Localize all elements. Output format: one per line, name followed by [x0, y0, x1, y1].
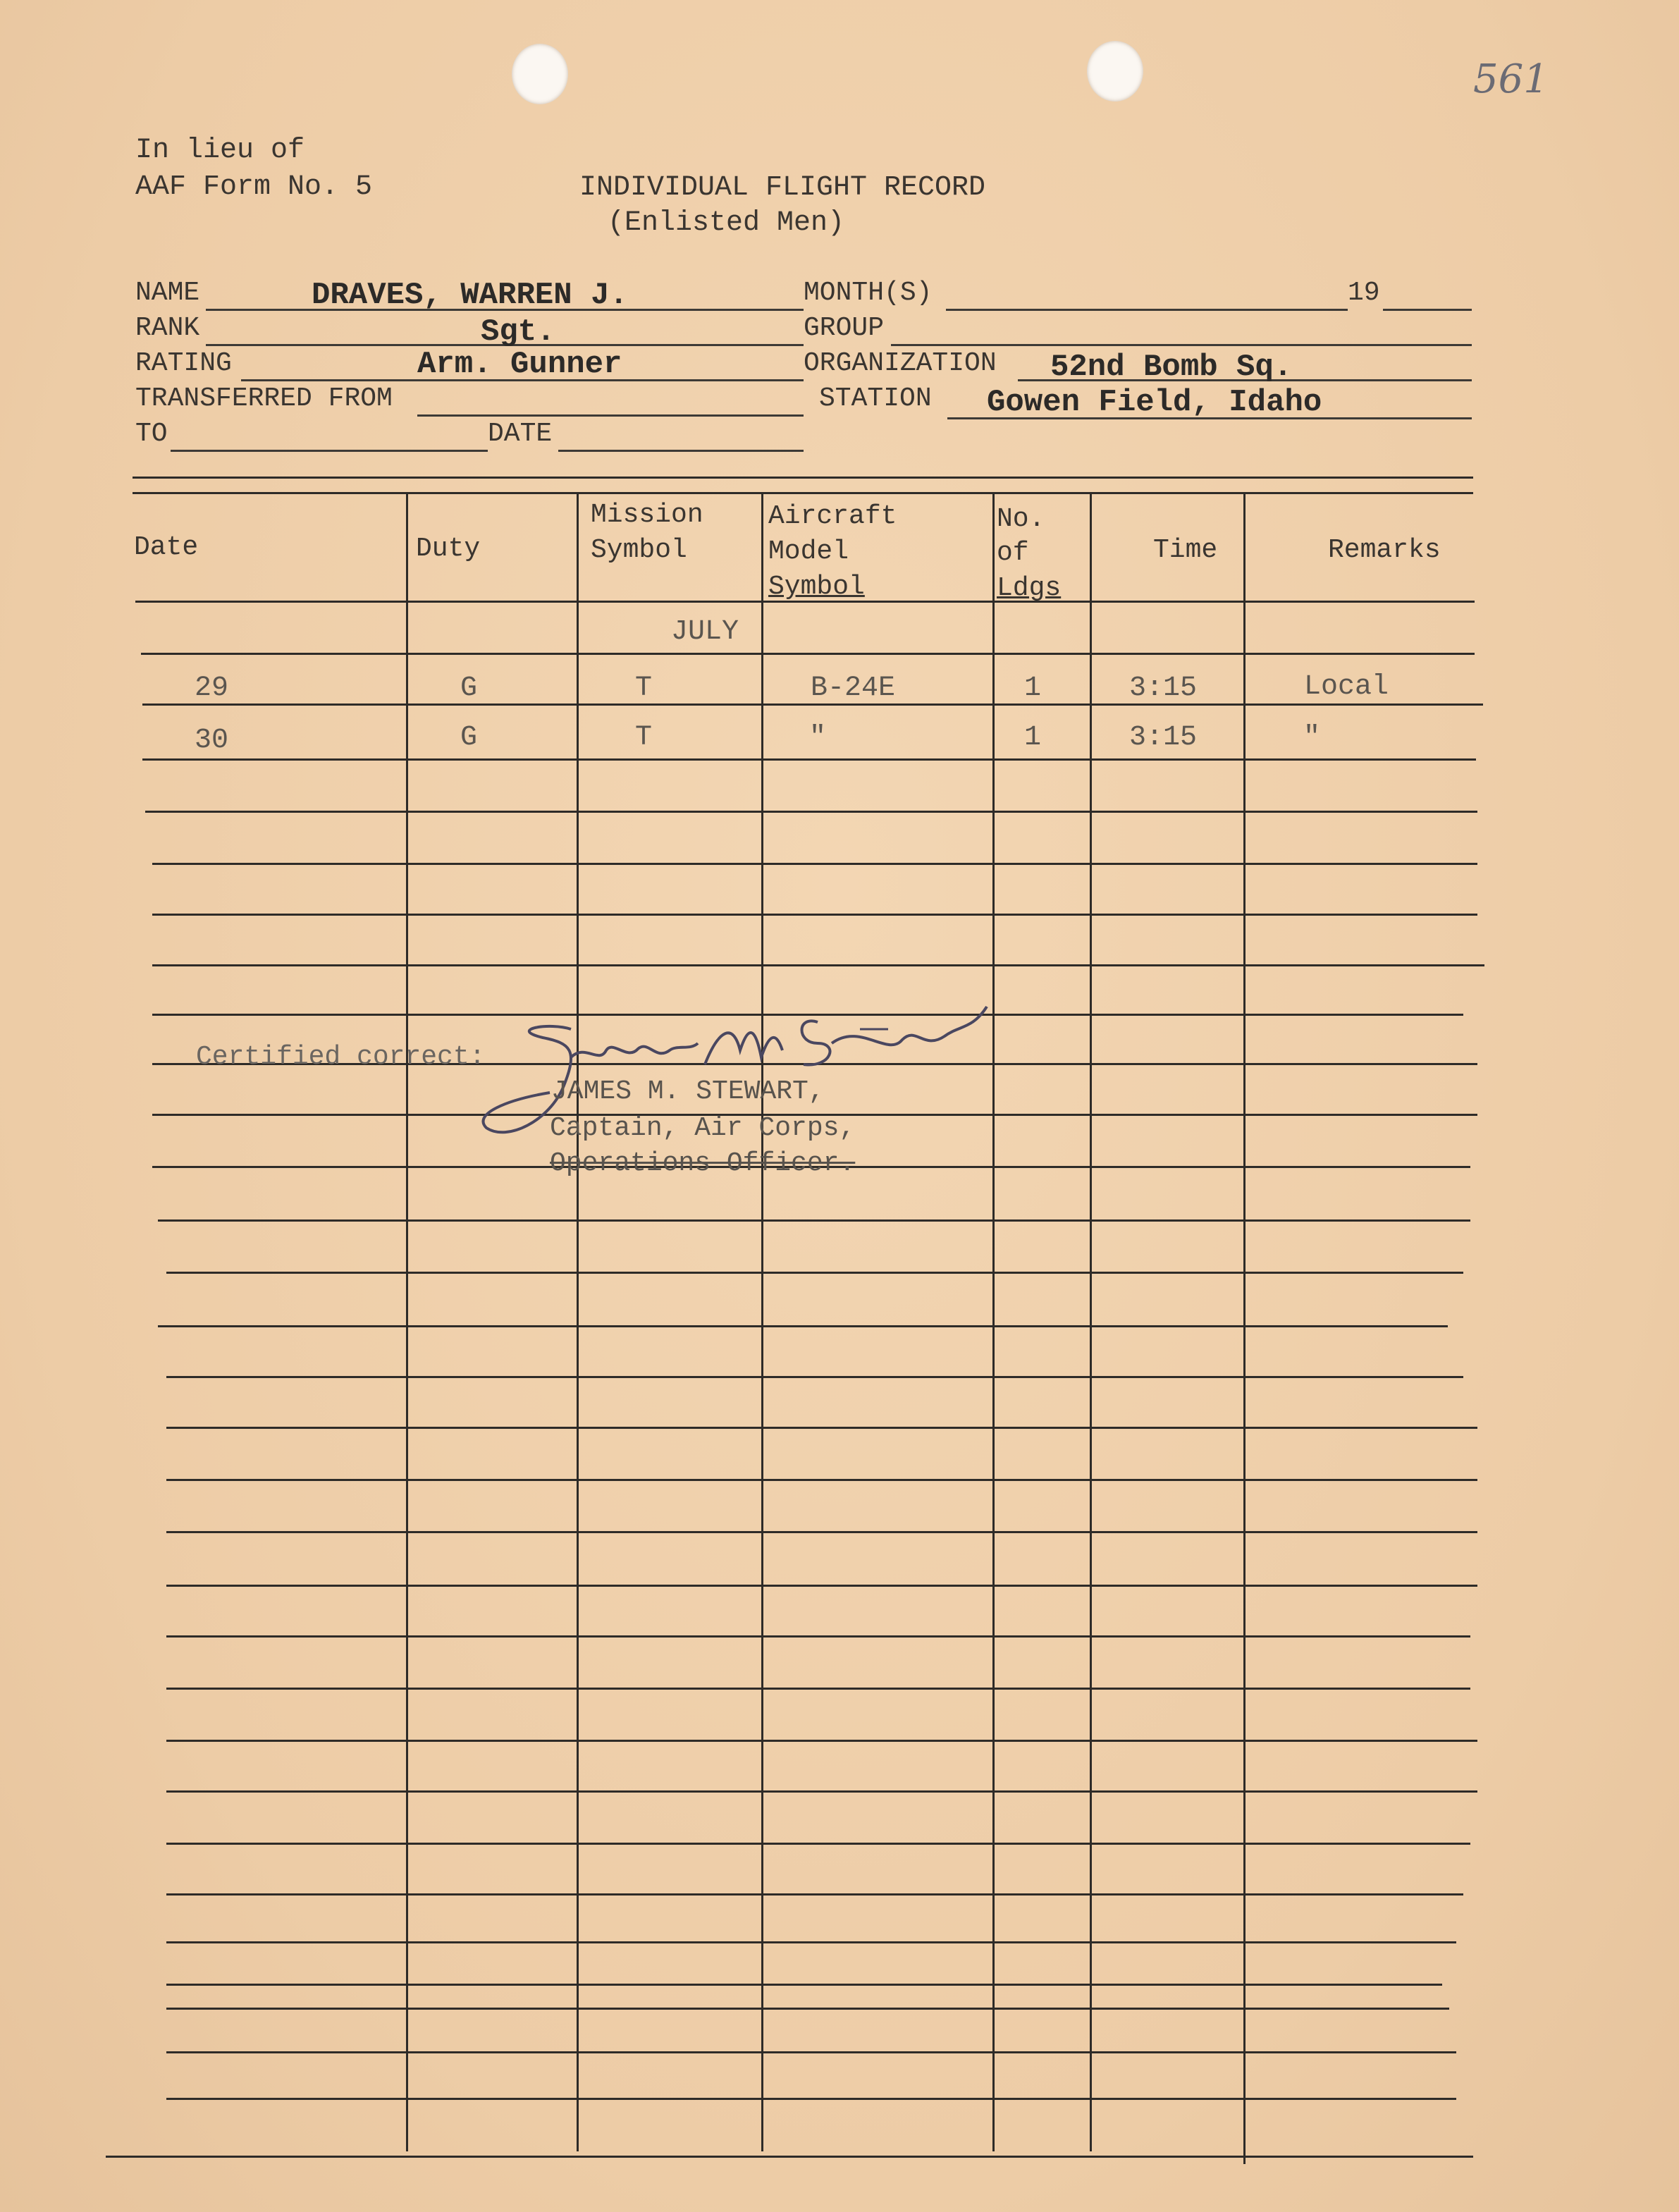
- year-label: 19: [1348, 278, 1380, 308]
- punch-hole-right: [1087, 41, 1143, 102]
- officer-name: JAMES M. STEWART,: [551, 1076, 825, 1107]
- col-divider-mission: [577, 493, 579, 2151]
- header-duty: Duty: [416, 534, 481, 564]
- row-line: [166, 1376, 1463, 1378]
- transferred-label: TRANSFERRED FROM: [135, 383, 393, 414]
- group-label: GROUP: [804, 313, 885, 343]
- row2-time: 3:15: [1128, 722, 1197, 754]
- row-line: [158, 1219, 1470, 1222]
- rating-value: Arm. Gunner: [417, 347, 622, 382]
- row-line: [166, 1272, 1463, 1274]
- row-line: [135, 601, 1475, 603]
- row1-duty: G: [460, 672, 477, 704]
- row-line: [166, 1688, 1470, 1690]
- header-date: Date: [134, 532, 199, 563]
- header-remarks: Remarks: [1328, 535, 1441, 565]
- row-line: [152, 863, 1477, 865]
- month-label: MONTH(S): [804, 278, 933, 308]
- col-divider-time: [1090, 493, 1092, 2151]
- name-label: NAME: [135, 278, 200, 308]
- row-line: [158, 1325, 1448, 1327]
- header-mission-1: Mission: [591, 500, 703, 530]
- month-underline: [946, 309, 1348, 311]
- group-underline: [891, 344, 1472, 346]
- row-line: [152, 914, 1477, 916]
- header-aircraft-1: Aircraft: [768, 501, 897, 532]
- station-value: Gowen Field, Idaho: [987, 385, 1322, 420]
- row2-date: 30: [194, 725, 228, 756]
- in-lieu-line1: In lieu of: [135, 135, 305, 166]
- certified-label: Certified correct:: [196, 1042, 486, 1072]
- row2-remarks: ": [1303, 722, 1320, 754]
- row-line: [166, 1843, 1470, 1845]
- row-line: [166, 1893, 1463, 1895]
- rating-label: RATING: [135, 348, 232, 379]
- row-line: [166, 2098, 1456, 2100]
- row-line: [166, 2051, 1456, 2053]
- form-title: INDIVIDUAL FLIGHT RECORD: [579, 172, 986, 204]
- officer-title: Operations Officer.: [550, 1148, 856, 1179]
- to-label: TO: [135, 419, 168, 449]
- to-underline: [171, 450, 488, 452]
- header-rule-2: [133, 492, 1473, 494]
- row-line: [166, 1585, 1477, 1587]
- col-divider-remarks: [1243, 493, 1246, 2164]
- col-divider-aircraft: [761, 493, 763, 2151]
- header-mission-2: Symbol: [591, 535, 687, 565]
- row2-mission: T: [634, 722, 652, 754]
- row1-ldgs: 1: [1023, 672, 1041, 704]
- header-rule-1: [133, 477, 1473, 479]
- header-time: Time: [1153, 535, 1218, 565]
- row-line: [166, 1531, 1477, 1533]
- transferred-underline: [417, 414, 804, 417]
- year-underline: [1383, 309, 1472, 311]
- organization-value: 52nd Bomb Sq.: [1050, 350, 1293, 385]
- rank-label: RANK: [135, 313, 200, 343]
- col-divider-ldgs: [992, 493, 995, 2151]
- station-label: STATION: [819, 383, 932, 414]
- row-line: [166, 1479, 1477, 1481]
- table-bottom-rule: [106, 2156, 1473, 2158]
- rank-value: Sgt.: [481, 314, 555, 350]
- row2-duty: G: [460, 722, 477, 754]
- row-line: [142, 758, 1476, 761]
- row1-aircraft: B-24E: [810, 672, 896, 704]
- name-value: DRAVES, WARREN J.: [312, 278, 628, 313]
- header-aircraft-2: Model: [768, 536, 849, 567]
- signature-text: James M. Stewart: [479, 1149, 486, 1150]
- row-line: [166, 1427, 1477, 1429]
- col-divider-duty: [406, 493, 408, 2151]
- month-heading: JULY: [670, 616, 739, 648]
- page-number: 561: [1473, 56, 1549, 102]
- row-line: [152, 964, 1484, 966]
- header-aircraft-3: Symbol: [768, 572, 865, 602]
- row-line: [141, 653, 1475, 655]
- row1-time: 3:15: [1128, 672, 1197, 704]
- row-line: [145, 811, 1477, 813]
- header-ldgs-1: No.: [997, 504, 1045, 534]
- row-line: [166, 1790, 1477, 1793]
- row-line: [166, 2008, 1449, 2010]
- row1-date: 29: [194, 672, 228, 704]
- officer-rank: Captain, Air Corps,: [550, 1113, 856, 1143]
- punch-hole-left: [512, 44, 568, 104]
- date-underline: [558, 450, 804, 452]
- row-line: [166, 1635, 1470, 1638]
- row2-aircraft: ": [808, 722, 826, 754]
- row-line: [166, 1740, 1477, 1742]
- in-lieu-line2: AAF Form No. 5: [135, 171, 373, 203]
- row-line: [166, 1941, 1456, 1943]
- form-subtitle: (Enlisted Men): [607, 207, 845, 239]
- row-line: [166, 1984, 1442, 1986]
- organization-label: ORGANIZATION: [804, 348, 997, 379]
- date-label: DATE: [488, 419, 553, 449]
- row2-ldgs: 1: [1023, 722, 1041, 754]
- row1-remarks: Local: [1303, 671, 1389, 703]
- row1-mission: T: [634, 672, 652, 704]
- header-ldgs-2: of: [997, 538, 1029, 568]
- header-ldgs-3: Ldgs: [997, 573, 1062, 603]
